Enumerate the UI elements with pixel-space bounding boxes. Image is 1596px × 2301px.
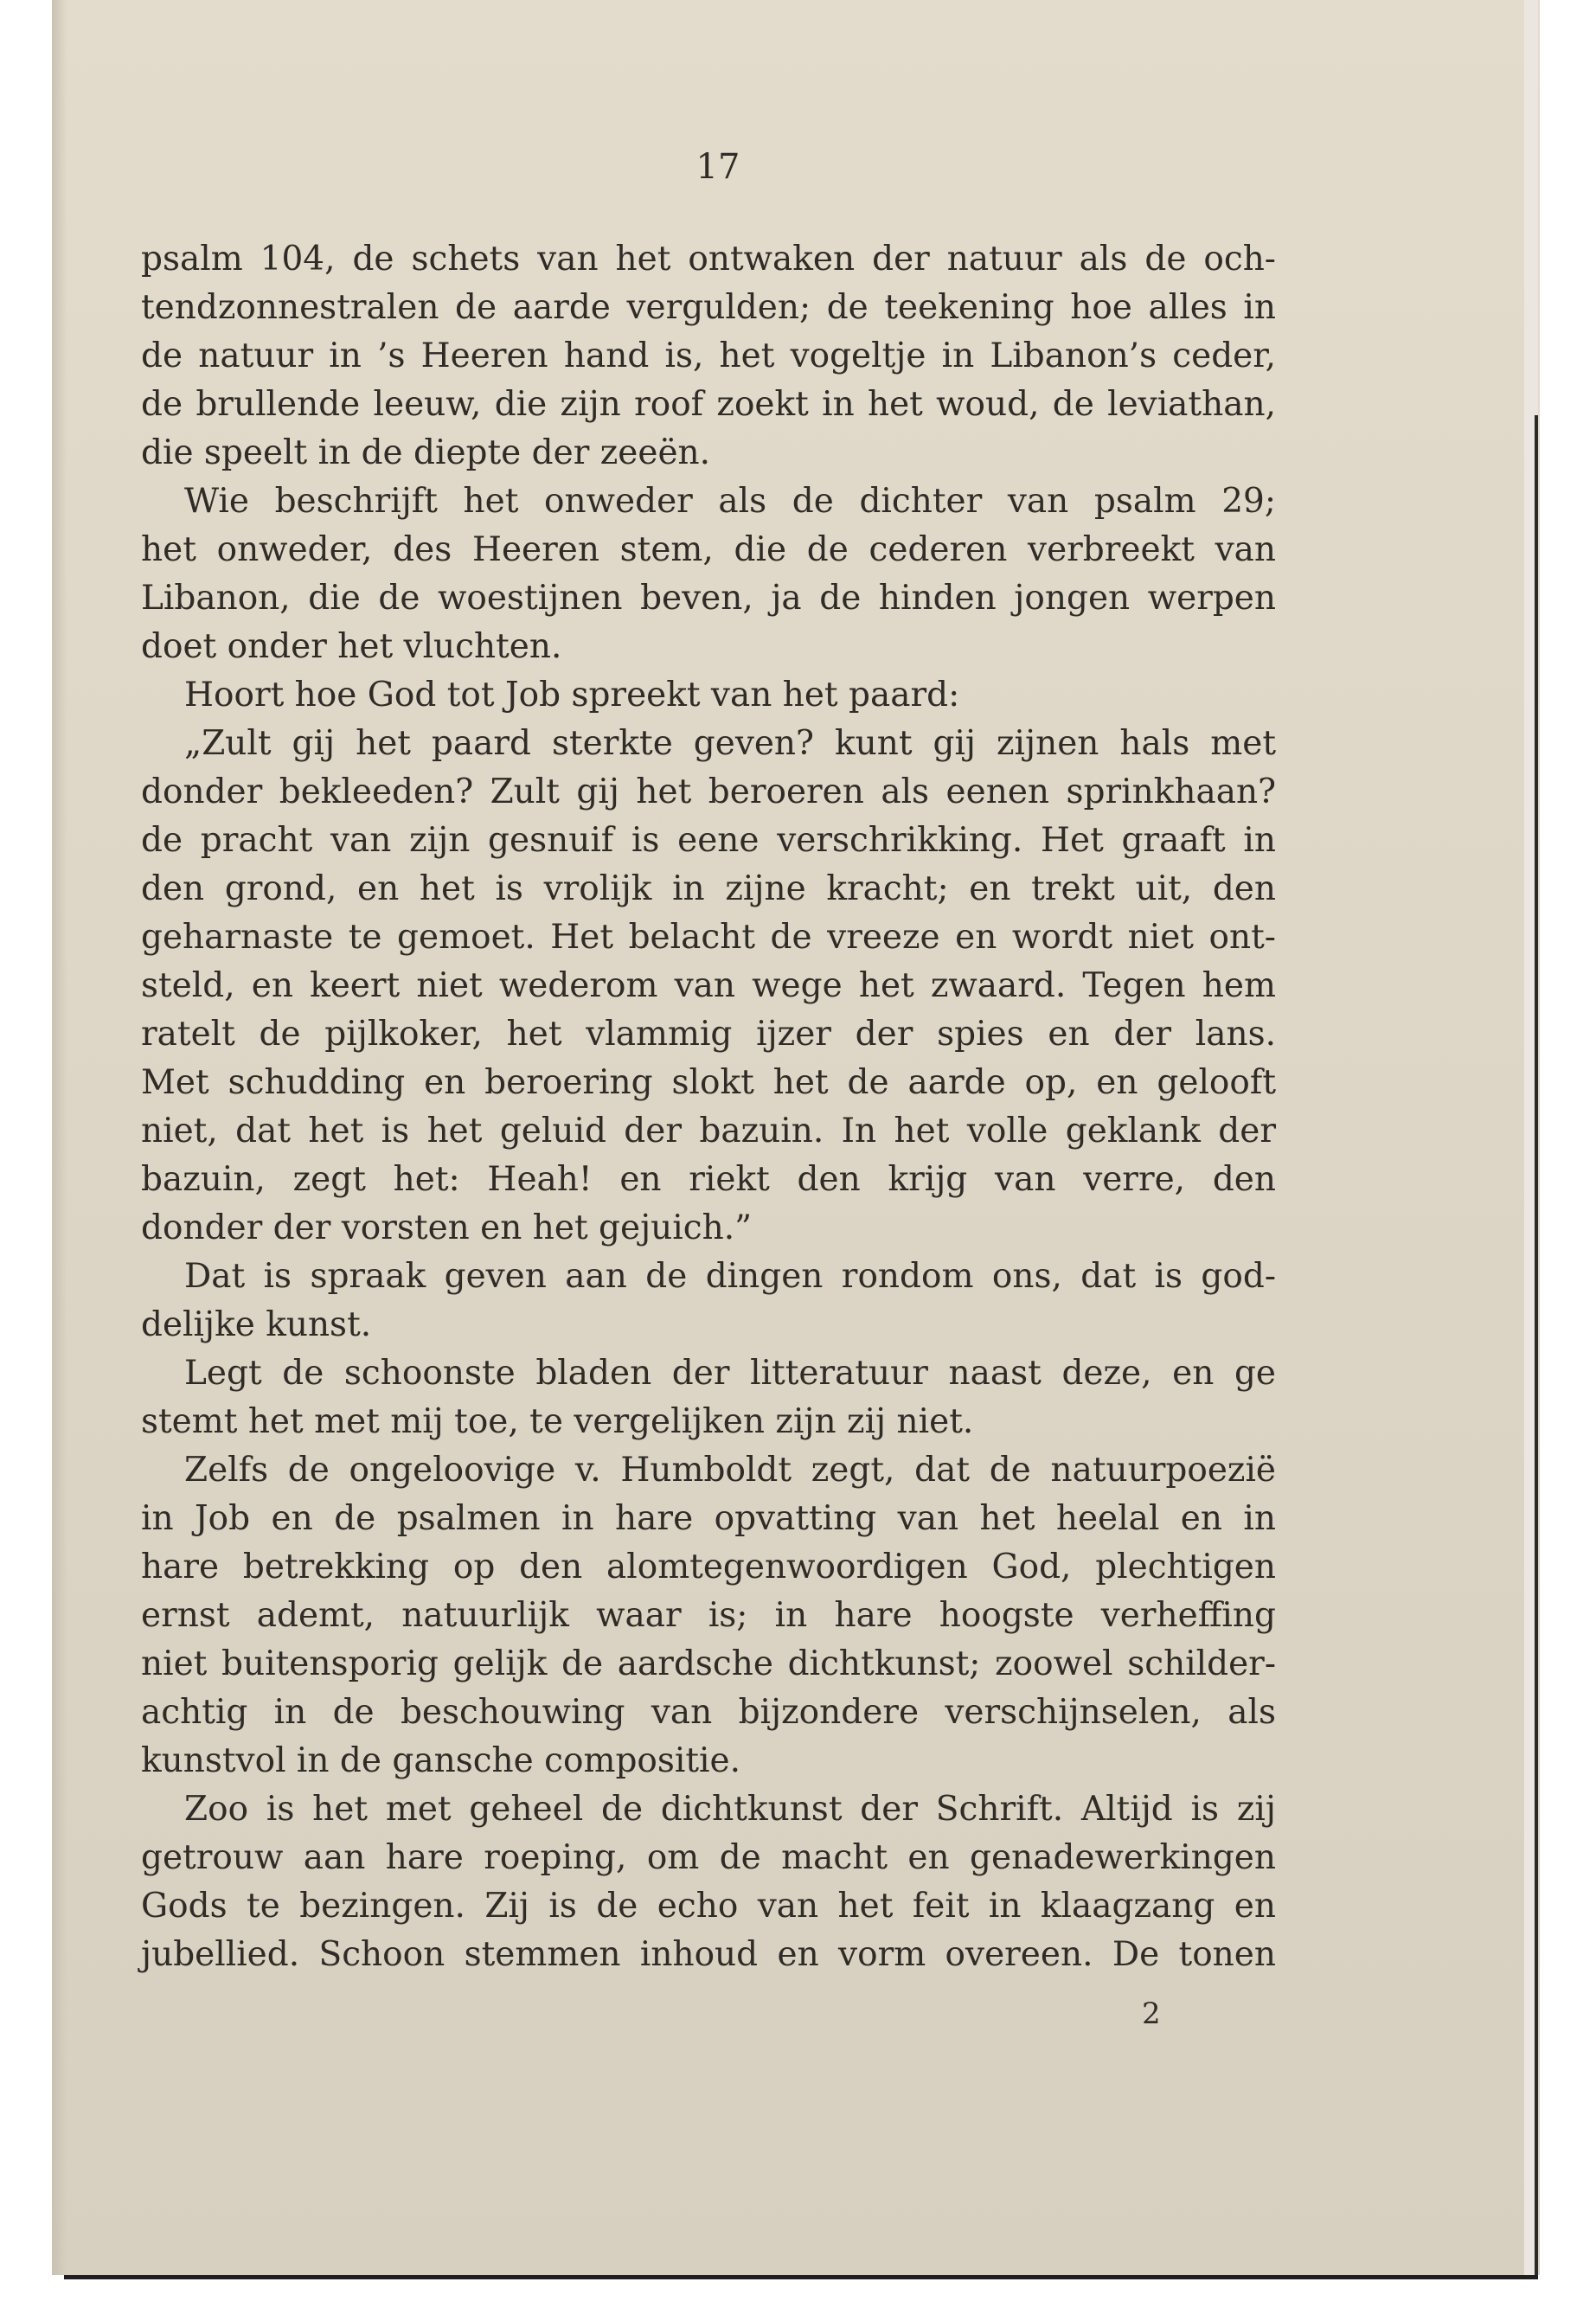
text-line: ratelt de pijlkoker, het vlammig ijzer der spies en der lans. [141, 1015, 1276, 1054]
text-line: niet, dat het is het geluid der bazuin. In het volle geklank der [141, 1112, 1276, 1150]
text-line: Zoo is het met geheel de dichtkunst der Schrift. Altijd is zij [184, 1790, 1276, 1829]
page-bottom-rule [64, 2275, 1538, 2279]
text-line: geharnaste te gemoet. Het belacht de vreeze en wordt niet ont- [141, 918, 1276, 957]
text-line: de pracht van zijn gesnuif is eene verschrikking. Het graaft in [141, 821, 1276, 860]
text-line: Gods te bezingen. Zij is de echo van het feit in klaagzang en [141, 1887, 1276, 1926]
text-line: delijke kunst. [141, 1305, 372, 1344]
text-line: Hoort hoe God tot Job spreekt van het paard: [184, 676, 960, 715]
text-line: Wie beschrijft het onweder als de dichter van psalm 29; [184, 482, 1276, 521]
text-line: Met schudding en beroering slokt het de aarde op, en gelooft [141, 1063, 1276, 1102]
text-line: donder bekleeden? Zult gij het beroeren als eenen sprinkhaan? [141, 772, 1276, 811]
text-line: de brullende leeuw, die zijn roof zoekt in het woud, de leviathan, [141, 385, 1276, 424]
text-line: Legt de schoonste bladen der litteratuur naast deze, en ge [184, 1354, 1276, 1393]
text-line: in Job en de psalmen in hare opvatting van het heelal en in [141, 1499, 1276, 1538]
text-line: het onweder, des Heeren stem, die de cederen verbreekt van [141, 530, 1276, 569]
text-line: tendzonnestralen de aarde vergulden; de teekening hoe alles in [141, 288, 1276, 327]
text-line: hare betrekking op den alomtegenwoordigen God, plechtigen [141, 1548, 1276, 1586]
text-line: die speelt in de diepte der zeeën. [141, 433, 711, 472]
signature-mark: 2 [1142, 1997, 1161, 2031]
page-number: 17 [695, 147, 740, 187]
text-line: ernst ademt, natuurlijk waar is; in hare hoogste verheffing [141, 1596, 1276, 1635]
text-line: den grond, en het is vrolijk in zijne kracht; en trekt uit, den [141, 869, 1276, 908]
body-text [141, 235, 1276, 1979]
text-line: steld, en keert niet wederom van wege het zwaard. Tegen hem [141, 966, 1276, 1005]
text-line: de natuur in ’s Heeren hand is, het vogeltje in Libanon’s ceder, [141, 336, 1276, 375]
text-line: doet onder het vluchten. [141, 627, 562, 666]
text-line: kunstvol in de gansche compositie. [141, 1741, 741, 1780]
text-line: stemt het met mij toe, te vergelijken zijn zij niet. [141, 1402, 974, 1441]
text-line: bazuin, zegt het: Heah! en riekt den krijg van verre, den [141, 1160, 1276, 1199]
text-line: jubellied. Schoon stemmen inhoud en vorm overeen. De tonen [141, 1935, 1276, 1974]
text-line: getrouw aan hare roeping, om de macht en genadewerkingen [141, 1838, 1276, 1877]
page-edge-rule [1535, 415, 1538, 2275]
text-line: „Zult gij het paard sterkte geven? kunt gij zijnen hals met [184, 724, 1276, 763]
text-line: Zelfs de ongeloovige v. Humboldt zegt, dat de natuurpoezië [184, 1451, 1276, 1490]
text-line: psalm 104, de schets van het ontwaken der natuur als de och- [141, 240, 1276, 279]
text-line: achtig in de beschouwing van bijzondere verschijnselen, als [141, 1693, 1276, 1732]
text-line: donder der vorsten en het gejuich.” [141, 1208, 753, 1247]
text-line: niet buitensporig gelijk de aardsche dichtkunst; zoowel schilder- [141, 1644, 1276, 1683]
text-line: Dat is spraak geven aan de dingen rondom ons, dat is god- [184, 1257, 1276, 1296]
page-gutter-shadow [52, 0, 67, 2275]
text-line: Libanon, die de woestijnen beven, ja de hinden jongen werpen [141, 579, 1276, 618]
